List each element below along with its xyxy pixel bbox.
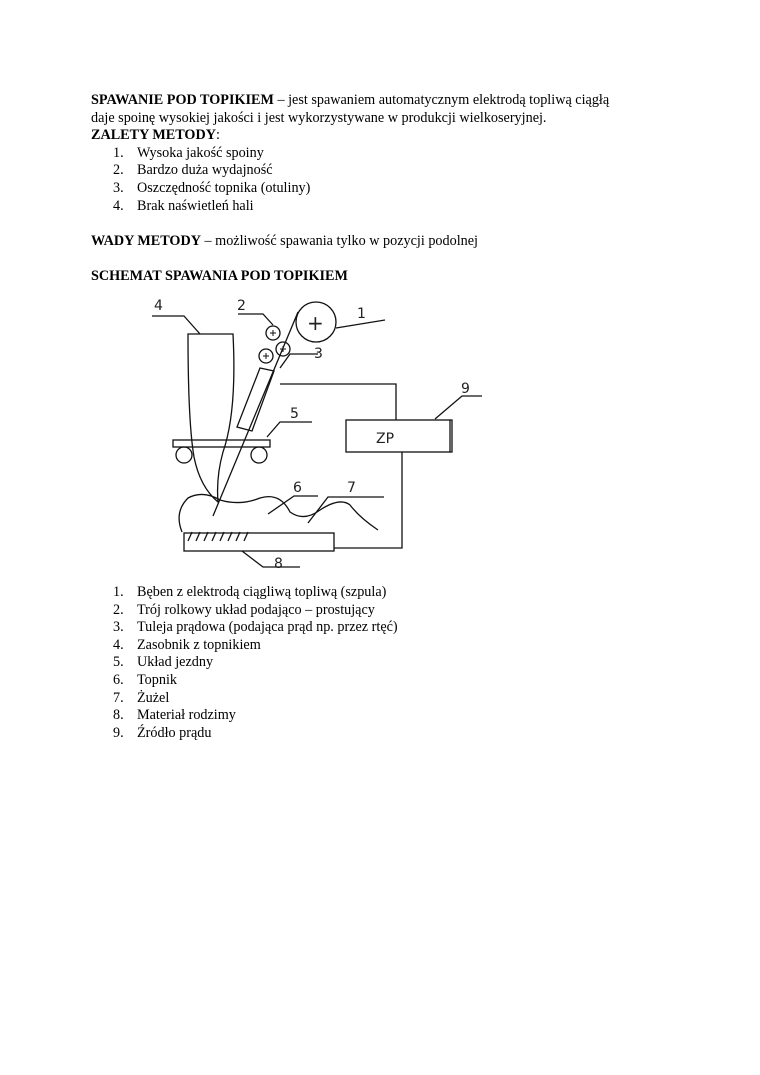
diagram-label-4: 4 xyxy=(154,298,163,314)
drum-plus-label: + xyxy=(307,311,324,335)
flux-hopper xyxy=(188,334,234,502)
leader-line-4 xyxy=(152,316,200,334)
intro-title: SPAWANIE POD TOPIKIEM xyxy=(91,92,274,108)
intro-text-line2: daje spoinę wysokiej jakości i jest wykorzystywane w produkcji wielkoseryjnej. xyxy=(91,109,547,126)
list-text: Brak naświetleń hali xyxy=(137,197,254,214)
leader-line-5 xyxy=(267,422,312,437)
list-item xyxy=(91,690,691,708)
electrode-wire xyxy=(213,312,298,516)
list-number: 3. xyxy=(113,619,124,636)
list-item xyxy=(91,198,691,216)
diagram-label-1: 1 xyxy=(357,306,366,322)
disadvantages-paragraph xyxy=(91,233,691,251)
advantages-list xyxy=(91,145,691,215)
list-number: 7. xyxy=(113,689,124,706)
power-source-label: ZP xyxy=(376,431,395,447)
list-number: 3. xyxy=(113,179,124,196)
list-item xyxy=(91,162,691,180)
diagram-label-6: 6 xyxy=(293,480,302,496)
diagram-label-8: 8 xyxy=(274,556,283,572)
leader-line-9 xyxy=(435,396,482,419)
cable-to-workpiece xyxy=(334,452,402,548)
carriage-wheel xyxy=(176,447,192,463)
list-number: 2. xyxy=(113,162,124,179)
list-number: 2. xyxy=(113,601,124,618)
leader-line-2 xyxy=(238,314,273,325)
contact-tube xyxy=(237,368,274,431)
list-item xyxy=(91,602,691,620)
list-text: Źródło prądu xyxy=(137,724,212,741)
list-item xyxy=(91,707,691,725)
list-item xyxy=(91,672,691,690)
list-number: 8. xyxy=(113,707,124,724)
diagram-label-9: 9 xyxy=(461,381,470,397)
list-number: 1. xyxy=(113,584,124,600)
list-text: Tuleja prądowa (podająca prąd np. przez rtęć) xyxy=(137,619,398,636)
flux-mound xyxy=(179,494,378,532)
list-number: 4. xyxy=(113,636,124,653)
intro-paragraph xyxy=(91,92,691,215)
list-text: Żużel xyxy=(137,689,170,706)
list-number: 1. xyxy=(113,144,124,161)
list-item xyxy=(91,584,691,602)
list-number: 4. xyxy=(113,197,124,214)
advantages-heading: ZALETY METODY xyxy=(91,127,216,144)
list-number: 6. xyxy=(113,671,124,688)
list-item xyxy=(91,654,691,672)
leader-line-6 xyxy=(268,496,318,514)
list-text: Wysoka jakość spoiny xyxy=(137,144,264,161)
list-item xyxy=(91,619,691,637)
list-item xyxy=(91,180,691,198)
list-item xyxy=(91,145,691,163)
diagram-label-5: 5 xyxy=(290,406,299,422)
power-source-box xyxy=(346,420,452,452)
list-text: Bardzo duża wydajność xyxy=(137,162,273,179)
list-text: Bęben z elektrodą ciągliwą topliwą (szpula) xyxy=(137,584,387,600)
diagram-label-2: 2 xyxy=(237,298,246,314)
carriage-rail xyxy=(173,440,270,447)
legend-list-block xyxy=(91,584,691,742)
list-item xyxy=(91,637,691,655)
schema-heading: SCHEMAT SPAWANIA POD TOPIKIEM xyxy=(91,268,348,284)
list-text: Oszczędność topnika (otuliny) xyxy=(137,179,311,196)
legend-list xyxy=(91,584,691,742)
carriage-wheel xyxy=(251,447,267,463)
diagram-label-3: 3 xyxy=(314,346,323,362)
list-number: 5. xyxy=(113,654,124,671)
disadvantages-text: – możliwość spawania tylko w pozycji podolnej xyxy=(200,233,478,249)
list-text: Zasobnik z topnikiem xyxy=(137,636,261,653)
list-text: Topnik xyxy=(137,671,177,688)
list-text: Trój rolkowy układ podająco – prostujący xyxy=(137,601,375,618)
leader-line-8 xyxy=(242,551,300,567)
diagram-label-7: 7 xyxy=(347,480,356,496)
intro-text-line1: – jest spawaniem automatycznym elektrodą topliwą ciągłą xyxy=(273,92,610,108)
disadvantages-heading: WADY METODY xyxy=(91,233,201,249)
list-number: 9. xyxy=(113,724,124,741)
advantages-colon: : xyxy=(215,127,220,144)
list-text: Materiał rodzimy xyxy=(137,707,236,724)
list-item xyxy=(91,725,691,743)
welding-diagram xyxy=(140,292,500,577)
list-text: Układ jezdny xyxy=(137,654,214,671)
